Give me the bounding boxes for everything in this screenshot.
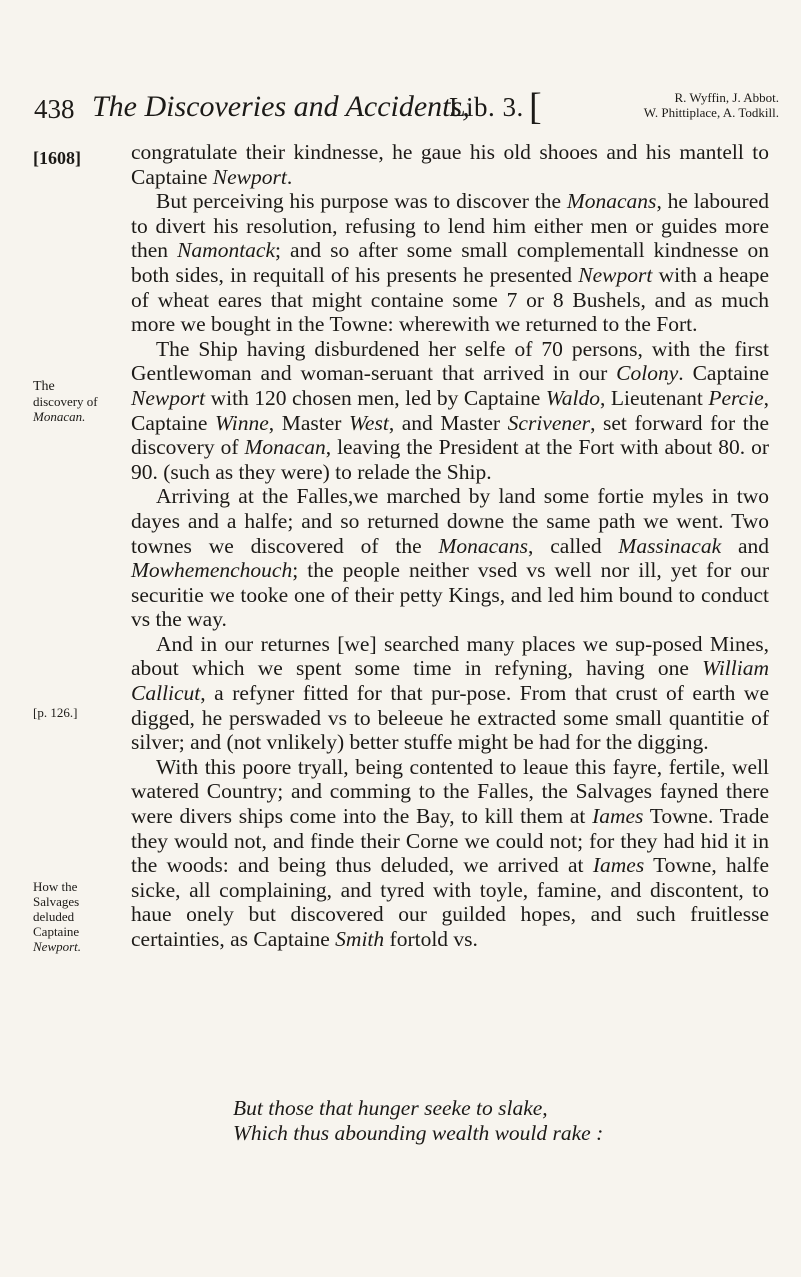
paragraph-1: congratulate their kindnesse, he gaue his old shooes and his mantell to Captaine Newport. <box>131 140 769 189</box>
paragraph-5: And in our returnes [we] searched many places we sup-posed Mines, about which we spent some time in refyning, having one William Callicut, a refyner fitted for that pur-pose. From that crust of earth we digged, he perswaded vs to beleeue he extracted some small quantitie of silver; and (not vnlikely) better stuffe might be had for the digging. <box>131 631 769 755</box>
margin-note-discovery <box>33 379 113 424</box>
margin-note-page-ref: [p. 126.] <box>33 705 78 720</box>
running-title: The Discoveries and Accidents, <box>92 90 470 123</box>
body-text <box>131 140 769 952</box>
paragraph-6: With this poore tryall, being contented to leaue this fayre, fertile, well watered Country; and comming to the Falles, the Salvages fayned there were divers ships come into the Bay, to kill them at Iames Towne. Trade they would not, and finde their Corne we could not; for they had hid it in the woods: and being thus deluded, we arrived at Iames Towne, halfe sicke, all complaining, and tyred with toyle, famine, and discontent, to haue onely but discovered our guilded hopes, and such fruitlesse certainties, as Captaine Smith fortold vs. <box>131 754 770 951</box>
paragraph-3: The Ship having disburdened her selfe of 70 persons, with the first Gentlewoman and woman-seruant that arrived in our Colony. Captaine Newport with 120 chosen men, led by Captaine Waldo, Lieutenant Percie, Captaine Winne, Master West, and Master Scrivener, set forward for the discovery of Monacan, leaving the President at the Fort with about 80. or 90. (such as they were) to relade the Ship. <box>131 336 770 484</box>
printers-attribution <box>542 90 779 120</box>
verse-line-1: But those that hunger seeke to slake, <box>233 1096 548 1120</box>
margin-note-salvages <box>33 879 113 954</box>
printers-line-2: W. Phittiplace, A. Todkill. <box>643 105 779 120</box>
paragraph-4: Arriving at the Falles,we marched by land some fortie myles in two dayes and a halfe; and so returned downe the same path we went. Two townes we discovered of the Monacans, called Massinacak and Mowhemenchouch; the people neither vsed vs well nor ill, yet for our securitie we tooke one of their petty Kings, and led him bound to conduct vs the way. <box>131 484 769 632</box>
margin-note-line: Captaine <box>33 924 80 939</box>
year-marker: [1608] <box>33 148 81 168</box>
printers-line-1: R. Wyffin, J. Abbot. <box>674 90 779 105</box>
margin-note-line: The <box>33 379 55 394</box>
margin-note-line: Monacan. <box>33 409 86 424</box>
bracket-glyph: [ <box>529 86 542 128</box>
book-reference: Lib. 3. <box>449 92 524 122</box>
margin-note-line: Newport. <box>33 939 82 954</box>
paragraph-2: But perceiving his purpose was to discover the Monacans, he laboured to divert his resolution, refusing to lend him either men or guides more then Namontack; and so after some small complementall kindnesse on both sides, in requitall of his presents he presented Newport with a heape of wheat eares that might containe some 7 or 8 Bushels, and as much more we bought in the Towne: wherewith we returned to the Fort. <box>131 189 769 337</box>
page-number: 438 <box>34 94 75 124</box>
margin-note-line: discovery of <box>33 394 98 409</box>
margin-note-line: deluded <box>33 909 75 924</box>
margin-note-line: How the <box>33 879 78 894</box>
verse-line-2: Which thus abounding wealth would rake : <box>233 1120 604 1145</box>
margin-note-line: Salvages <box>33 894 80 909</box>
running-header <box>34 86 779 132</box>
verse <box>233 1096 603 1145</box>
